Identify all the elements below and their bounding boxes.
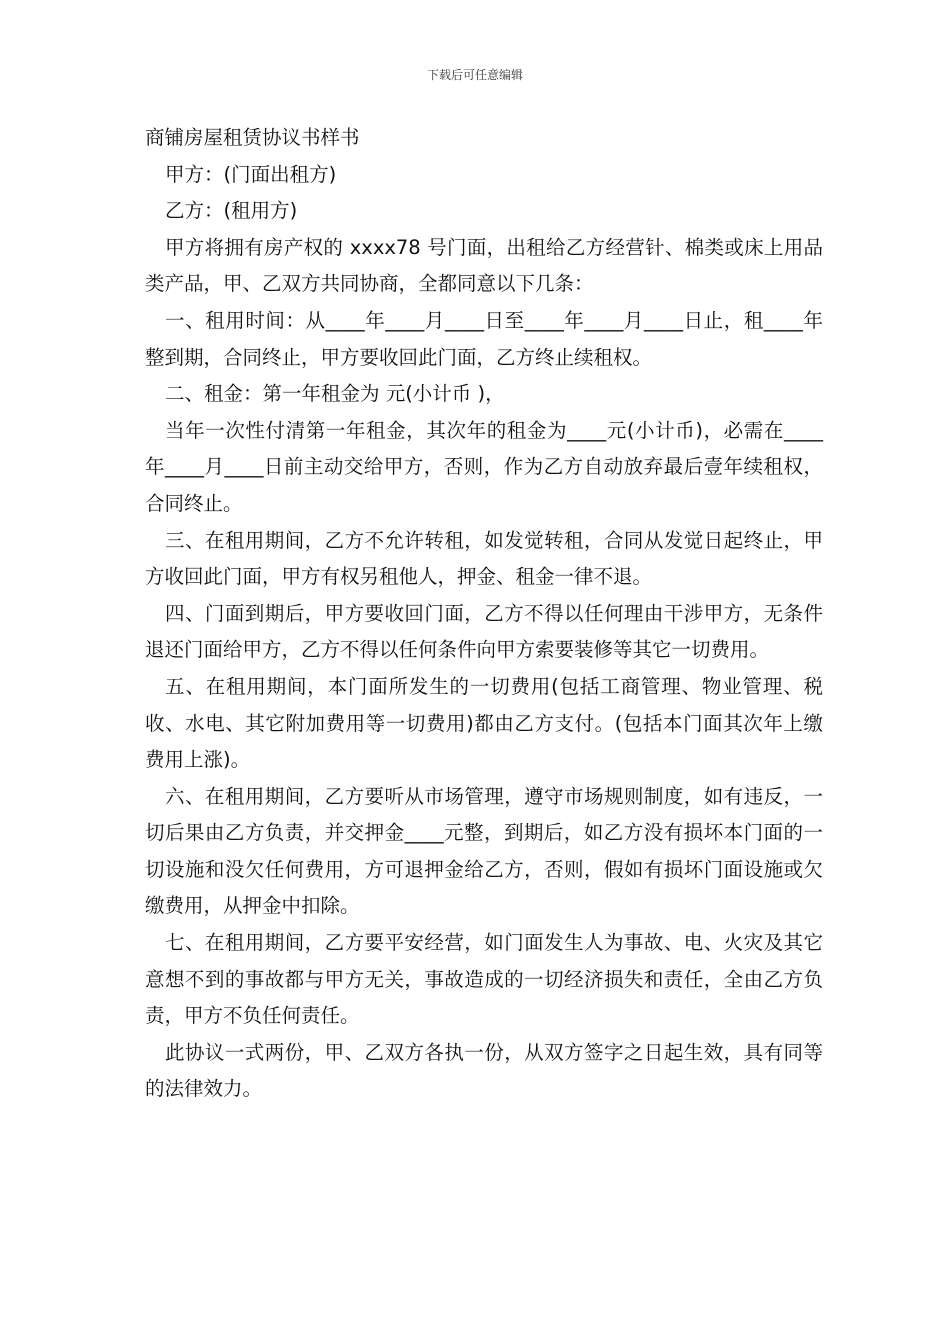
page-header-note: 下载后可任意编辑 [426, 68, 523, 82]
clause-4-expiry: 四、门面到期后，甲方要收回门面，乙方不得以任何理由干涉甲方，无条件退还门面给甲方，乙方不得以任何条件向甲方索要装修等其它一切费用。 [145, 601, 823, 662]
intro-paragraph: 甲方将拥有房产权的 xxxx78 号门面，出租给乙方经营针、棉类或床上用品类产品，甲、乙双方共同协商，全都同意以下几条： [145, 235, 823, 296]
clause-2-rent: 二、租金：第一年租金为 元(小计币 )， [165, 382, 505, 406]
clause-5-fees: 五、在租用期间，本门面所发生的一切费用(包括工商管理、物业管理、税收、水电、其它附加费用等一切费用)都由乙方支付。(包括本门面其次年上缴费用上涨)。 [145, 674, 823, 772]
clause-7-safety: 七、在租用期间，乙方要平安经营，如门面发生人为事故、电、火灾及其它意想不到的事故都与甲方无关，事故造成的一切经济损失和责任，全由乙方负责，甲方不负任何责任。 [145, 931, 823, 1028]
party-b-line: 乙方：(租用方) [165, 199, 298, 223]
document-title: 商铺房屋租赁协议书样书 [145, 126, 360, 149]
clause-2-payment-terms: 当年一次性付清第一年租金，其次年的租金为____元(小计币)，必需在____年____月____日前主动交给甲方，否则，作为乙方自动放弃最后壹年续租权，合同终止。 [145, 418, 823, 515]
closing-paragraph: 此协议一式两份，甲、乙双方各执一份，从双方签字之日起生效，具有同等的法律效力。 [145, 1040, 823, 1101]
document-body [145, 120, 823, 1108]
clause-6-deposit: 六、在租用期间，乙方要听从市场管理，遵守市场规则制度，如有违反，一切后果由乙方负责，并交押金____元整，到期后，如乙方没有损坏本门面的一切设施和没欠任何费用，方可退押金给乙方，否则，假如有损坏门面设施或欠缴费用，从押金中扣除。 [145, 784, 823, 918]
clause-3-subletting: 三、在租用期间，乙方不允许转租，如发觉转租，合同从发觉日起终止，甲方收回此门面，甲方有权另租他人，押金、租金一律不退。 [145, 528, 823, 589]
party-a-line: 甲方：(门面出租方) [165, 162, 337, 186]
clause-1-rental-period: 一、租用时间：从____年____月____日至____年____月____日止，租____年整到期，合同终止，甲方要收回此门面，乙方终止续租权。 [145, 308, 823, 369]
